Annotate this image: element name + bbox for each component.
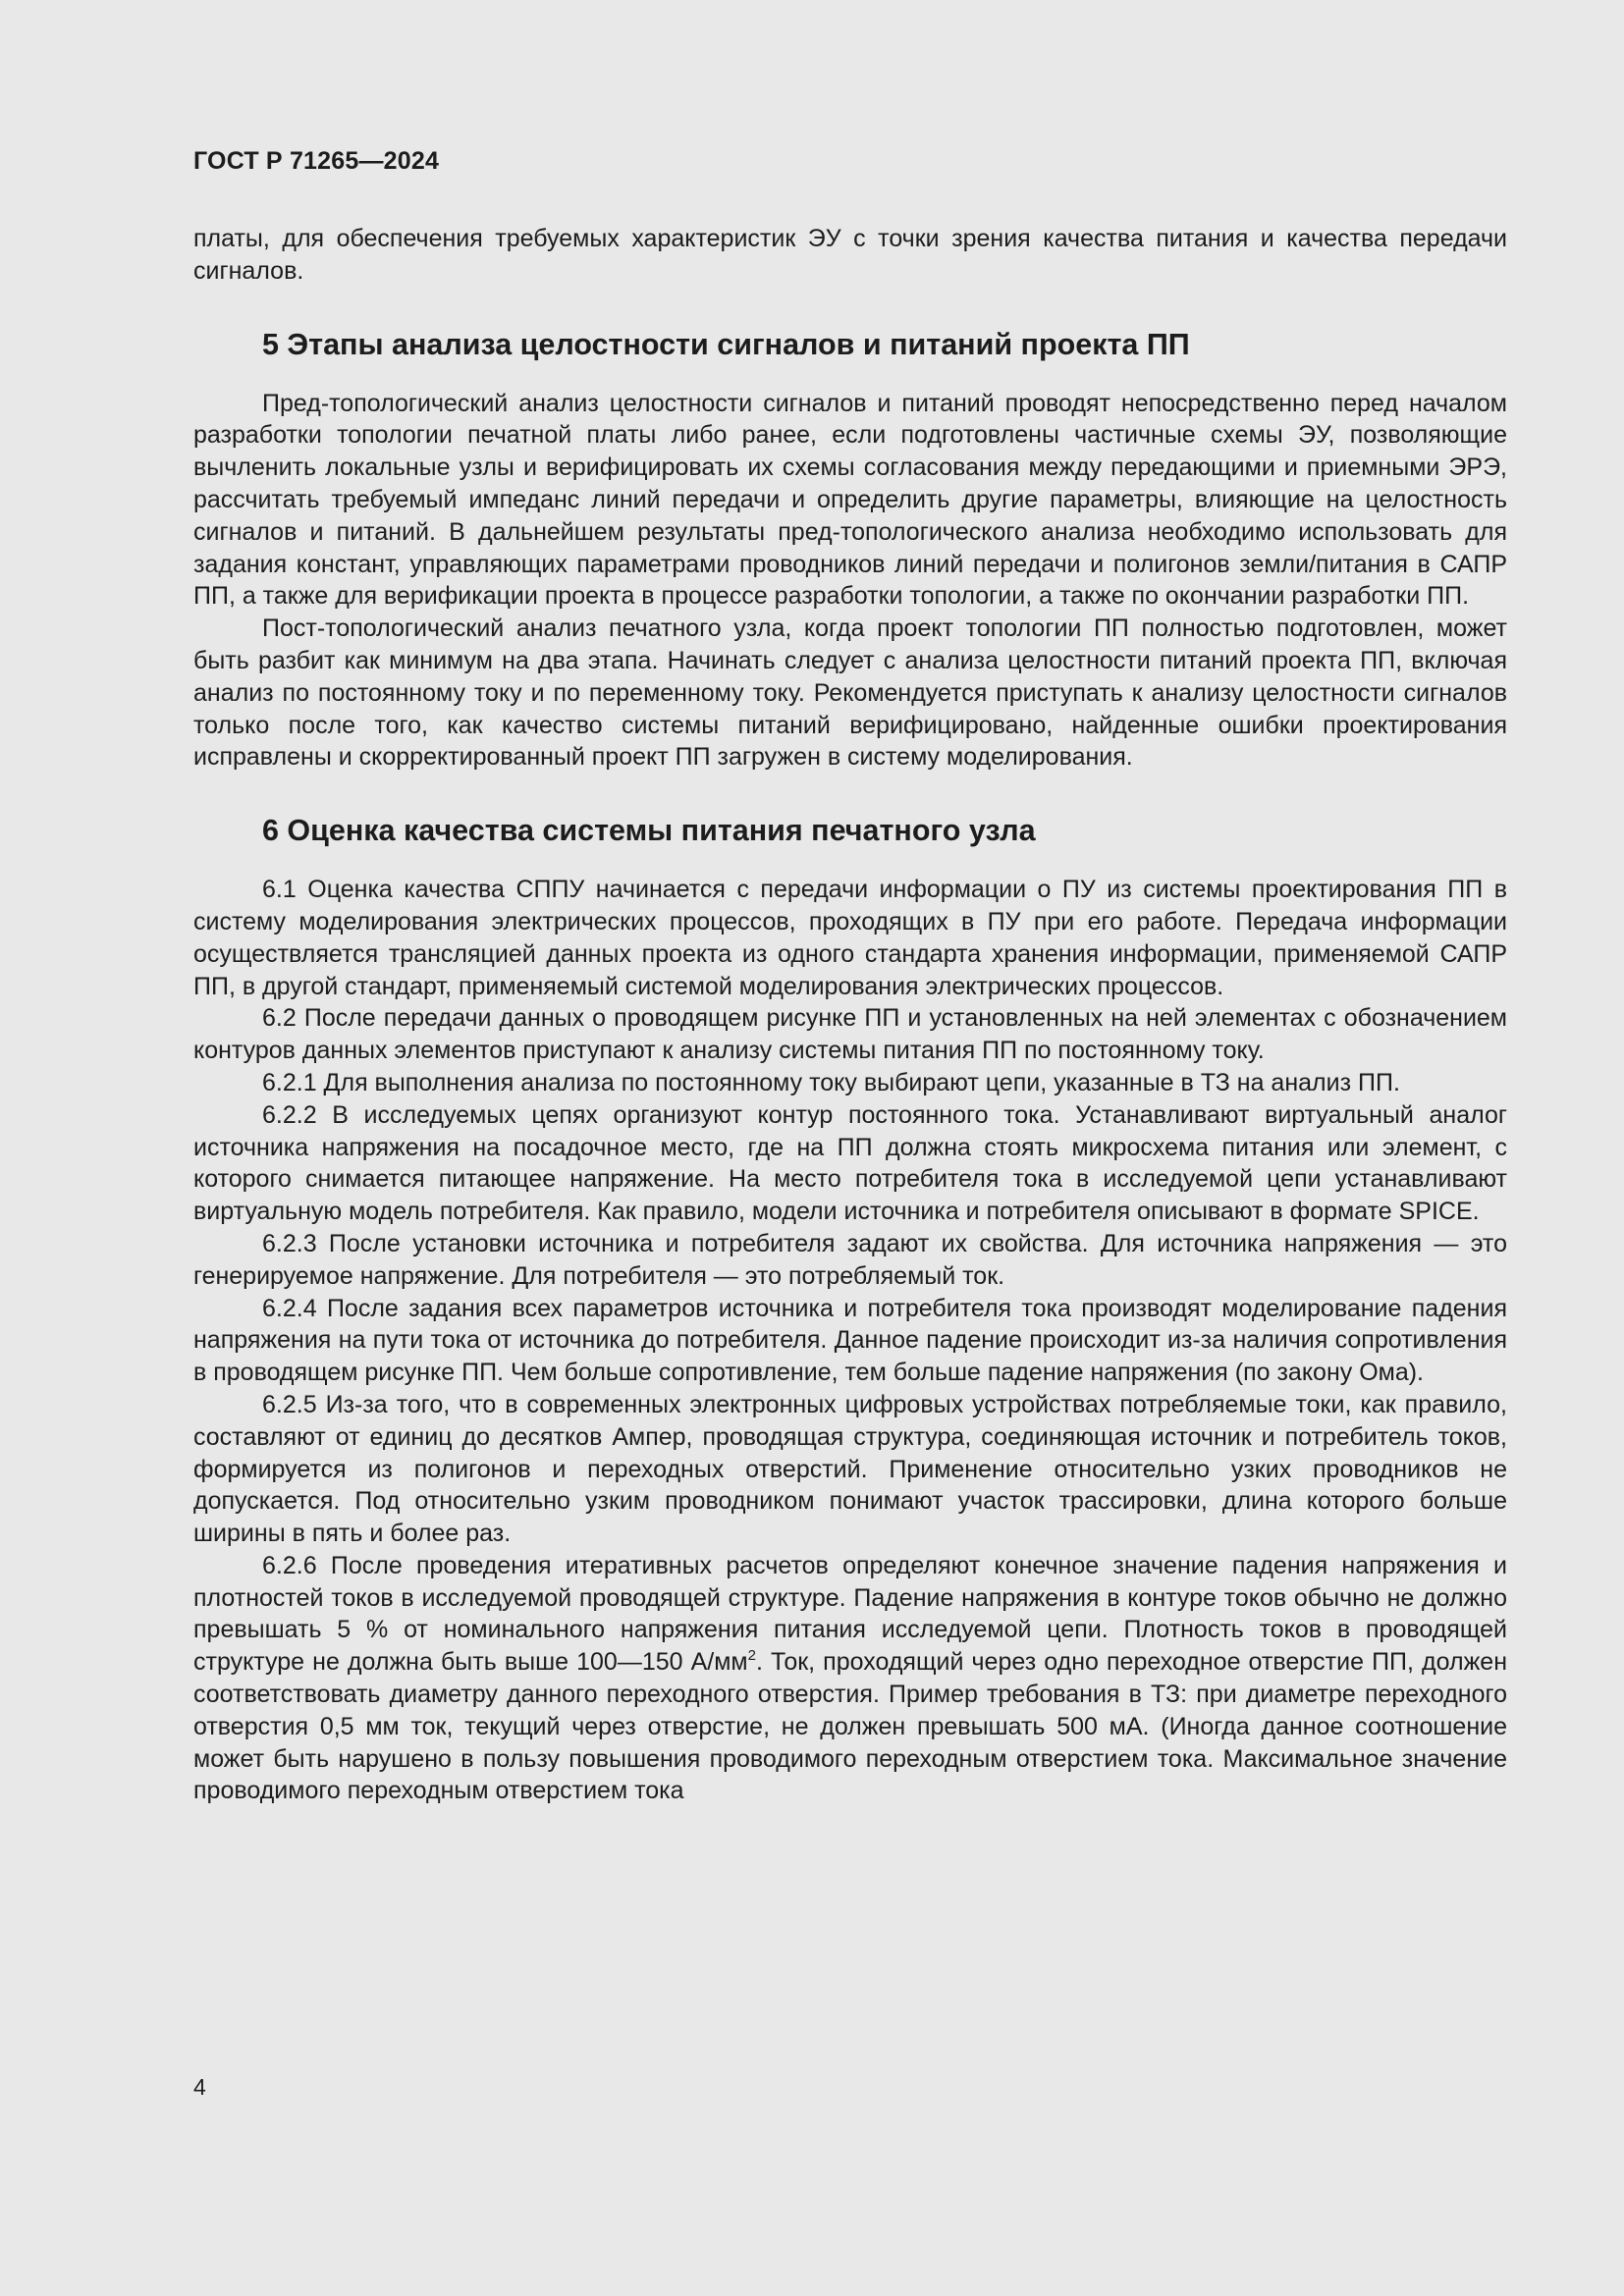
clause-6-2-3: 6.2.3 После установки источника и потребителя задают их свойства. Для источника напряжения — это генерируемое напряжение. Для потребителя — это потребляемый ток. <box>193 1229 1507 1290</box>
page-content <box>193 223 1507 1807</box>
clause-6-1: 6.1 Оценка качества СППУ начинается с передачи информации о ПУ из системы проектирования ПП в систему моделирования электрических процессов, проходящих в ПУ при его работе. Передача информации осуществляется трансляцией данных проекта из одного стандарта хранения информации, применяемой САПР ПП, в другой стандарт, применяемый системой моделирования электрических процессов. <box>193 876 1507 1000</box>
section-5-paragraph-2: Пост-топологический анализ печатного узла, когда проект топологии ПП полностью подготовлен, может быть разбит как минимум на два этапа. Начинать следует с анализа целостности питаний проекта ПП, включая анализ по постоянному току и по переменному току. Рекомендуется приступать к анализу целостности сигналов только после того, как качество системы питаний верифицировано, найденные ошибки проектирования исправлены и скорректированный проект ПП загружен в систему моделирования. <box>193 614 1507 772</box>
clause-6-2-6 <box>193 1550 1507 1807</box>
intro-paragraph: платы, для обеспечения требуемых характеристик ЭУ с точки зрения качества питания и качества передачи сигналов. <box>193 225 1507 285</box>
clause-6-2: 6.2 После передачи данных о проводящем рисунке ПП и установленных на ней элементах с обозначением контуров данных элементов приступают к анализу системы питания ПП по постоянному току. <box>193 1004 1507 1065</box>
clause-6-2-6-text-end: . Ток, проходящий через одно переходное отверстие ПП, должен соответствовать диаметру данного переходного отверстия. Пример требования в ТЗ: при диаметре переходного отверстия 0,5 мм ток, текущий через отверстие, не должен превышать 500 мА. (Иногда данное соотношение может быть нарушено в пользу повышения проводимого переходным отверстием тока. Максимальное значение проводимого переходным отверстием тока <box>193 1648 1507 1805</box>
section-5-paragraph-1: Пред-топологический анализ целостности сигналов и питаний проводят непосредственно перед началом разработки топологии печатной платы либо ранее, если подготовлены частичные схемы ЭУ, позволяющие вычленить локальные узлы и верифицировать их схемы согласования между передающими и приемными ЭРЭ, рассчитать требуемый импеданс линий передачи и определить другие параметры, влияющие на целостность сигналов и питаний. В дальнейшем результаты пред-топологического анализа необходимо использовать для задания констант, управляющих параметрами проводников линий передачи и полигонов земли/питания в САПР ПП, а также для верификации проекта в процессе разработки топологии, а также по окончании разработки ПП. <box>193 389 1507 611</box>
clause-6-2-5: 6.2.5 Из-за того, что в современных электронных цифровых устройствах потребляемые токи, как правило, составляют от единиц до десятков Ампер, проводящая структура, соединяющая источник и потребитель токов, формируется из полигонов и переходных отверстий. Применение относительно узких проводников не допускается. Под относительно узким проводником понимают участок трассировки, длина которого больше ширины в пять и более раз. <box>193 1390 1507 1548</box>
page-number: 4 <box>193 2074 206 2100</box>
standard-header: ГОСТ Р 71265—2024 <box>193 147 440 175</box>
clause-6-2-1: 6.2.1 Для выполнения анализа по постоянному току выбирают цепи, указанные в ТЗ на анализ ПП. <box>262 1068 1400 1096</box>
clause-6-2-2: 6.2.2 В исследуемых цепях организуют контур постоянного тока. Устанавливают виртуальный аналог источника напряжения на посадочное место, где на ПП должна стоять микросхема питания или элемент, с которого снимается питающее напряжение. На место потребителя тока в исследуемой цепи устанавливают виртуальную модель потребителя. Как правило, модели источника и потребителя описывают в формате SPICE. <box>193 1100 1507 1226</box>
section-6-title: 6 Оценка качества системы питания печатного узла <box>262 814 1036 848</box>
superscript-exponent: 2 <box>747 1647 756 1665</box>
clause-6-2-4: 6.2.4 После задания всех параметров источника и потребителя тока производят моделирование падения напряжения на пути тока от источника до потребителя. Данное падение происходит из-за наличия сопротивления в проводящем рисунке ПП. Чем больше сопротивление, тем больше падение напряжения (по закону Ома). <box>193 1294 1507 1387</box>
clause-6-2-6-text-start: 6.2.6 После проведения итеративных расчетов определяют конечное значение падения напряжения и плотностей токов в исследуемой проводящей структуре. Падение напряжения в контуре токов обычно не должно превышать 5 % от номинального напряжения питания исследуемой цепи. Плотность токов в проводящей структуре не должна быть выше 100—150 А/мм <box>193 1551 1507 1677</box>
section-5-title: 5 Этапы анализа целостности сигналов и питаний проекта ПП <box>262 327 1190 361</box>
